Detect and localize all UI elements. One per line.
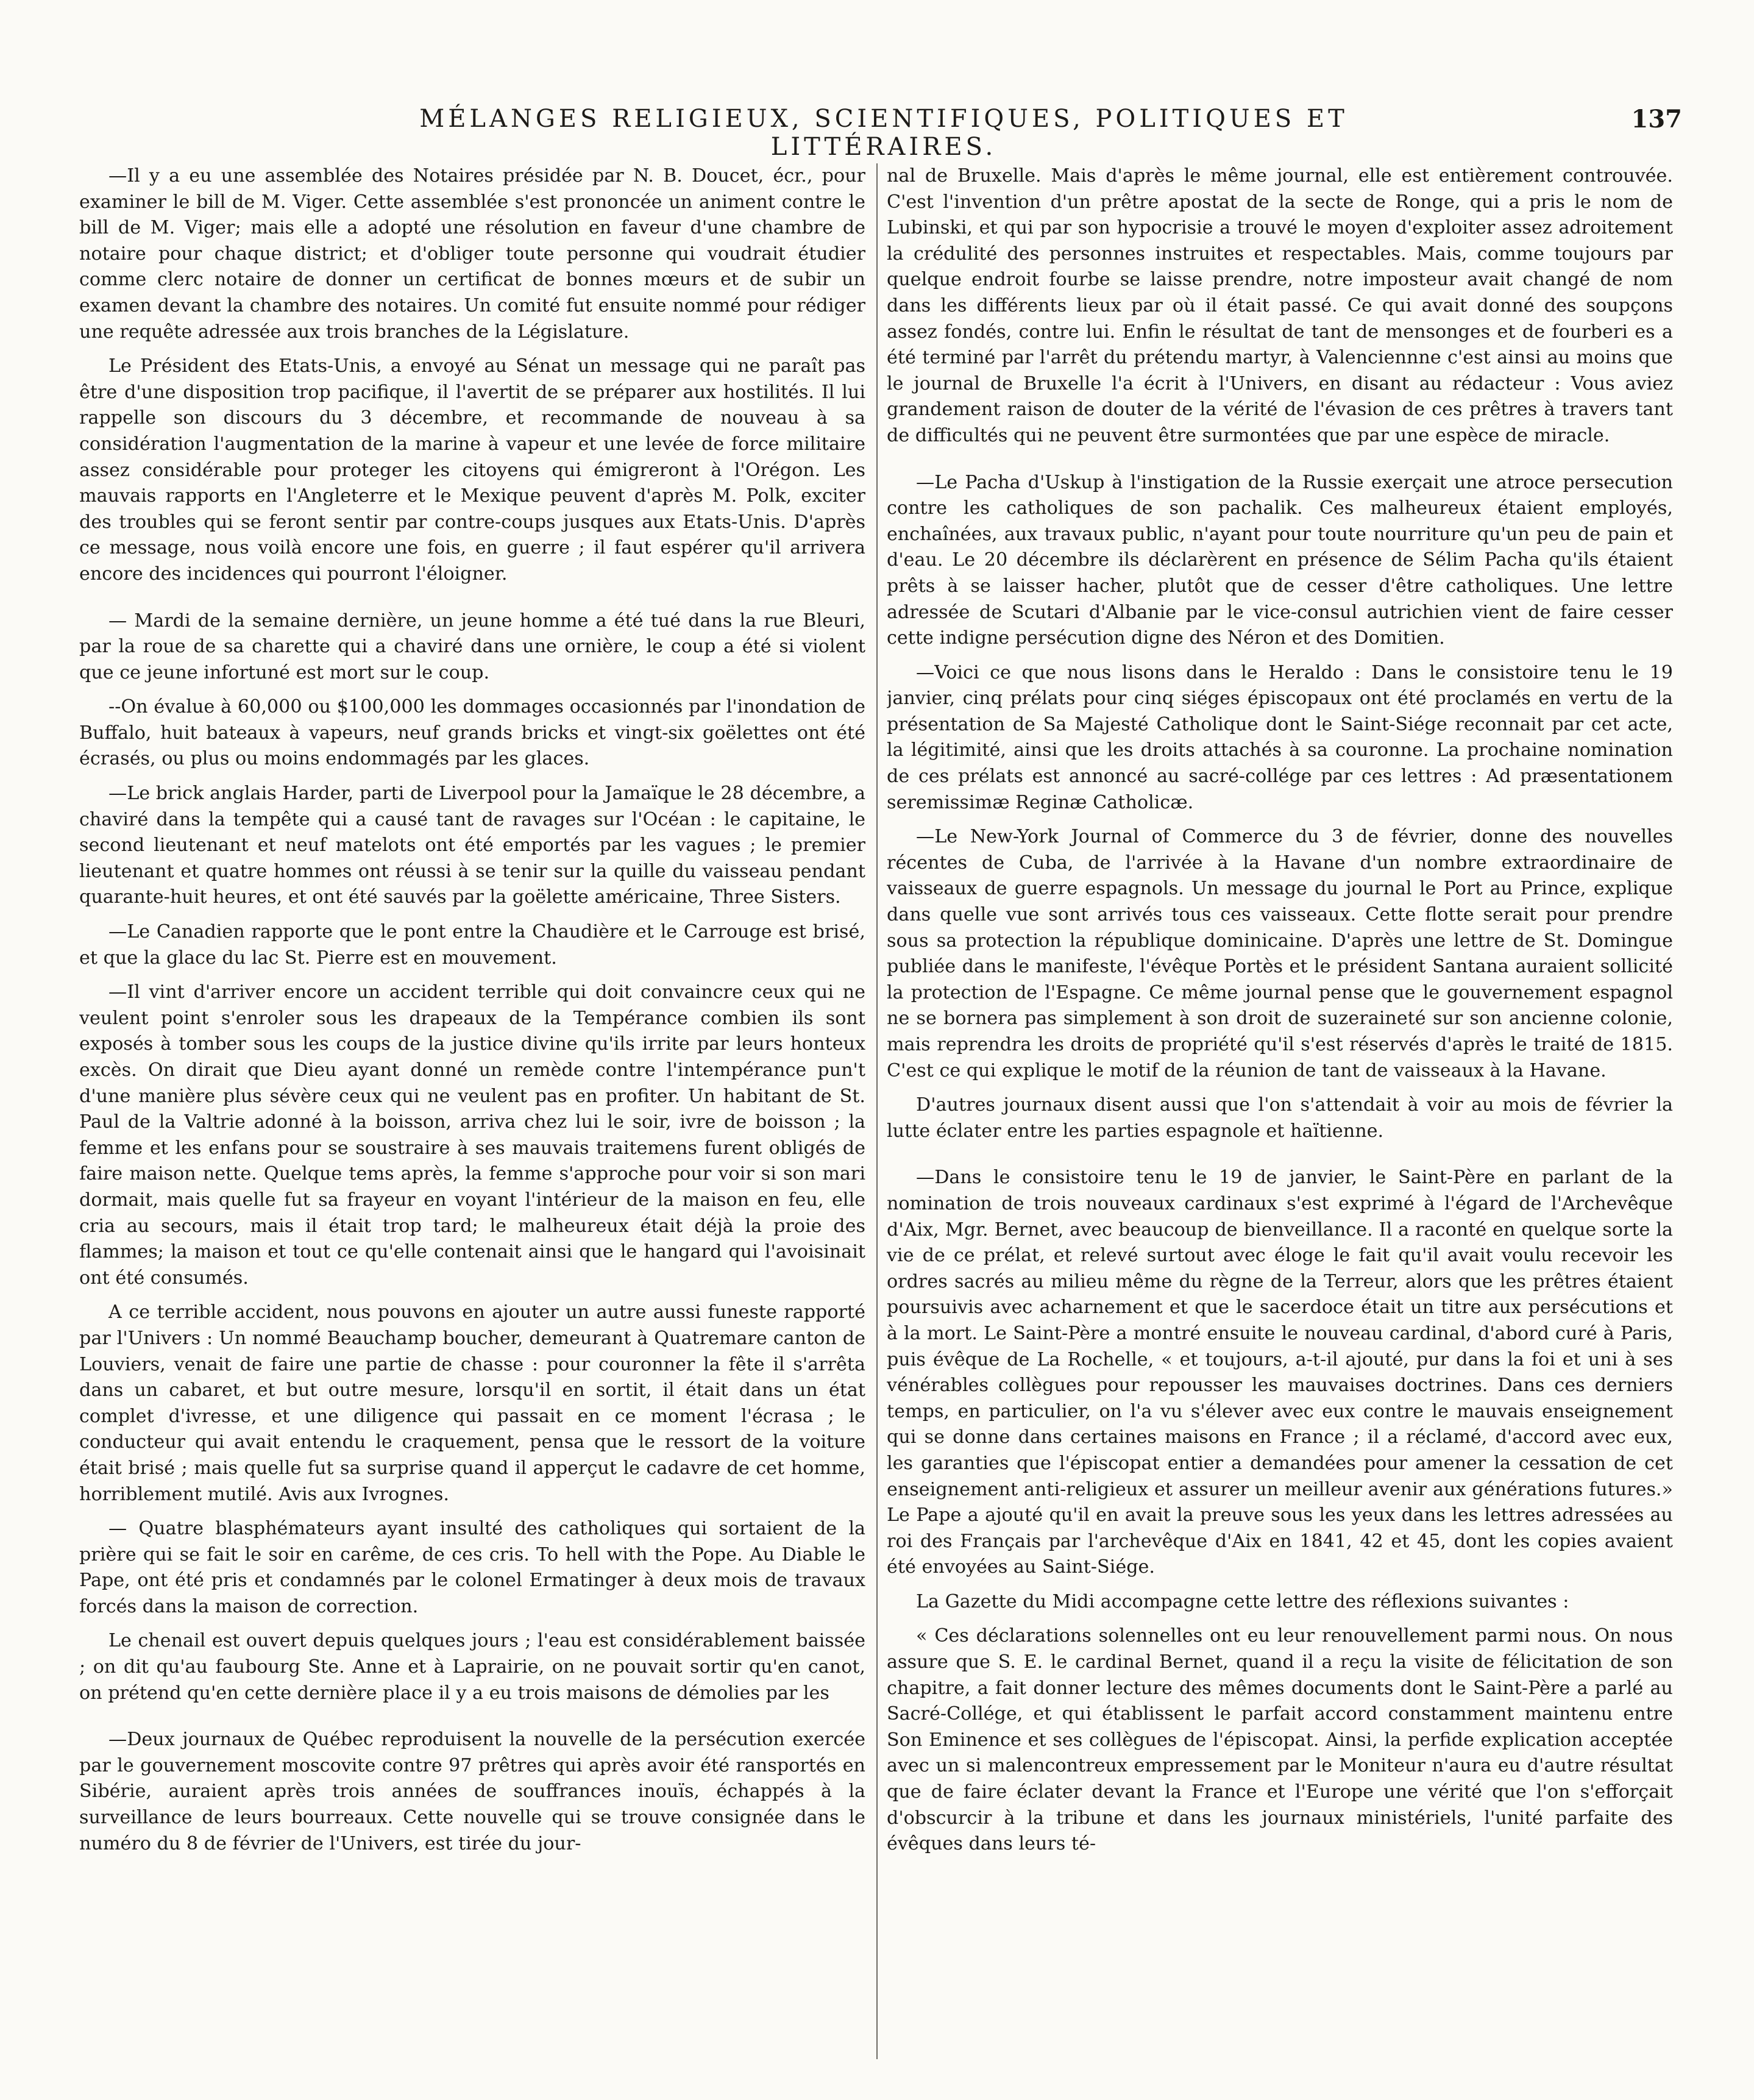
article-rue-bleuri: — Mardi de la semaine dernière, un jeune homme a été tué dans la rue Bleuri, par la roue de sa charette qui a chaviré dans une ornière, le coup a été si violent que ce jeune infortuné est mort sur le coup.: [79, 610, 865, 683]
article-consistoire: —Dans le consistoire tenu le 19 de janvier, le Saint-Père en parlant de la nomination de trois nouveaux cardinaux s'est exprimé à l'égard de l'Archevêque d'Aix, Mgr. Bernet, avec beaucoup de bienveillance. Il a raconté en quelque sorte la vie de ce prélat, et relevé surtout avec éloge le fait qu'il avait voulu recevoir les ordres sacrés au milieu même du règne de la Terreur, alors que les prêtres étaient poursuivis avec acharnement et que le sacerdoce était un titre aux persécutions et à la mort. Le Saint-Père a montré ensuite le nouveau cardinal, d'abord curé à Paris, puis évêque de La Rochelle, « et toujours, a-t-il ajouté, pur dans la foi et uni à ses vénérables collègues pour repousser les mauvaises doctrines. Dans ces derniers temps, en particulier, on l'a vu s'élever avec eux contre le mauvais enseignement qui se donne dans certaines maisons en France ; il a réclamé, d'accord avec eux, les garanties que l'épiscopat entier a demandées pour amener la cessation de cet enseignement anti-religieux et assurer un meilleur avenir aux générations futures.» Le Pape a ajouté qu'il en avait la preuve sous les yeux dans les lettres adressées au roi des Français par l'archevêque d'Aix en 1841, 42 et 45, dont les copies avaient été envoyées au Saint-Siége.: [887, 1167, 1673, 1578]
left-column: [79, 163, 865, 2065]
article-notaires: —Il y a eu une assemblée des Notaires présidée par N. B. Doucet, écr., pour examiner le bill de M. Viger. Cette assemblée s'est prononcée un animent contre le bill de M. Viger; mais elle a adopté une résolution en faveur d'une chambre de notaire pour chaque district; et d'obliger toute personne qui voudrait étudier comme clerc notaire de donner un certificat de bonnes mœurs et de subir un examen devant la chambre des notaires. Un comité fut ensuite nommé pour rédiger une requête adressée aux trois branches de la Législature.: [79, 165, 865, 343]
article-journaux-quebec-continued: nal de Bruxelle. Mais d'après le même journal, elle est entièrement controuvée. C'est l'invention d'un prêtre apostat de la secte de Ronge, qui a pris le nom de Lubinski, et qui par son hypocrisie a trouvé le moyen d'exploiter assez adroitement la crédulité des personnes instruites et respectables. Mais, comme toujours par quelque endroit fourbe se laisse prendre, notre imposteur avait changé de nom dans les différents lieux par où il était passé. Ce qui avait donné des soupçons assez fondés, contre lui. Enfin le résultat de tant de mensonges et de fourberi es a été terminé par l'arrêt du prétendu martyr, à Valenciennne c'est ainsi au moins que le journal de Bruxelle l'a écrit à l'Univers, en disant au rédacteur : Vous aviez grandement raison de douter de la vérité de l'évasion de ces prêtres à travers tant de difficultés qui ne peuvent être surmontées que par une espèce de miracle.: [887, 165, 1673, 446]
article-beauchamp: A ce terrible accident, nous pouvons en ajouter un autre aussi funeste rapporté par l'Univers : Un nommé Beauchamp boucher, demeurant à Quatremare canton de Louviers, venait de faire une partie de chasse : pour couronner la fête il s'arrêta dans un cabaret, et but outre mesure, lorsqu'il en sortit, il était dans un état complet d'ivresse, et une diligence qui passait en ce moment l'écrasa ; le conducteur qui avait entendu le craquement, pensa que le ressort de la voiture était brisé ; mais quelle fut sa surprise quand il apperçut le cadavre de cet homme, horriblement mutilé. Avis aux Ivrognes.: [79, 1301, 865, 1505]
article-inondation-buffalo: --On évalue à 60,000 ou $100,000 les dommages occasionnés par l'inondation de Buffalo, huit bateaux à vapeurs, neuf grands bricks et vingt-six goëlettes ont été écrasés, ou plus ou moins endommagés par les glaces.: [79, 696, 865, 770]
article-blasphemateurs: — Quatre blasphémateurs ayant insulté des catholiques qui sortaient de la prière qui se fait le soir en carême, de ces cris. To hell with the Pope. Au Diable le Pape, ont été pris et condamnés par le colonel Ermatinger à deux mois de travaux forcés dans la maison de correction.: [79, 1518, 865, 1617]
article-heraldo: —Voici ce que nous lisons dans le Heraldo : Dans le consistoire tenu le 19 janvier, cinq prélats pour cinq siéges épiscopaux ont été proclamés en vertu de la présentation de Sa Majesté Catholique dont le Saint-Siége reconnait par cet acte, la légitimité, ainsi que les droits attachés à sa couronne. La prochaine nomination de ces prélats est annoncé au sacré-collége par ces lettres : Ad præsentationem seremissimæ Reginæ Catholicæ.: [887, 661, 1673, 813]
running-title: MÉLANGES RELIGIEUX, SCIENTIFIQUES, POLITIQUES ET LITTÉRAIRES.: [419, 105, 1348, 161]
article-president-etats-unis: Le Président des Etats-Unis, a envoyé au Sénat un message qui ne paraît pas être d'une disposition trop pacifique, il l'avertit de se préparer aux hostilités. Il lui rappelle son discours du 3 décembre, et recommande de nouveau à sa considération l'augmentation de la marine à vapeur et une levée de force militaire assez considérable pour proteger les citoyens qui émigreront à l'Orégon. Les mauvais rapports en l'Angleterre et le Mexique peuvent d'après M. Polk, exciter des troubles qui se feront sentir par contre-coups jusques aux Etats-Unis. D'après ce message, nous voilà encore une fois, en guerre ; il faut espérer qu'il arrivera encore des incidences qui pourront l'éloigner.: [79, 355, 865, 585]
page-header: [0, 105, 1754, 161]
article-accident-valtrie: —Il vint d'arriver encore un accident terrible qui doit convaincre ceux qui ne veulent point s'enroler sous les drapeaux de la Tempérance combien ils sont exposés à tomber sous les coups de la justice divine qu'ils irrite par leurs honteux excès. On dirait que Dieu ayant donné un remède contre l'intempérance pun't d'une manière plus sévère ceux qui ne veulent pas en profiter. Un habitant de St. Paul de la Valtrie adonné à la boisson, arriva chez lui le soir, ivre de boisson ; la femme et les enfans pour se soustraire à ses mauvais traitemens furent obligés de faire maison nette. Quelque tems après, la femme s'approche pour voir si son mari dormait, mais quelle fut sa frayeur en voyant l'intérieur de la maison en feu, elle cria au secours, mais il était trop tard; le malheureux était déjà la proie des flammes; la maison et tout ce qu'elle contenait ainsi que le hangard qui l'avoisinait ont été consumés.: [79, 981, 865, 1289]
article-new-york-journal: —Le New-York Journal of Commerce du 3 de février, donne des nouvelles récentes de Cuba, de l'arrivée à la Havane d'un nombre extraordinaire de vaisseaux de guerre espagnols. Un message du journal le Port au Prince, explique dans quelle vue sont arrivés tous ces vaisseaux. Cette flotte serait pour prendre sous sa protection la république dominicaine. D'après une lettre de St. Domingue publiée dans le manifeste, l'évêque Portès et le président Santana auraient sollicité la protection de l'Espagne. Ce même journal pense que le gouvernement espagnol ne se bornera pas simplement à son droit de suzeraineté sur son ancienne colonie, mais reprendra les droits de propriété qu'il s'est réservés d'après le traité de 1815. C'est ce qui explique le motif de la réunion de tant de vaisseaux à la Havane.: [887, 826, 1673, 1081]
right-column: [887, 163, 1673, 2065]
article-pacha-uskup: —Le Pacha d'Uskup à l'instigation de la Russie exerçait une atroce persecution contre les catholiques de son pachalik. Ces malheureux étaient employés, enchaînées, aux travaux public, n'ayant pour toute nourriture qu'un peu de pain et d'eau. Le 20 décembre ils déclarèrent en présence de Sélim Pacha qu'ils étaient prêts à se laisser hacher, plutôt que de cesser d'être catholiques. Une lettre adressée de Scutari d'Albanie par le vice-consul autrichien vient de faire cesser cette indigne persécution digne des Néron et des Domitien.: [887, 471, 1673, 649]
article-chenail: Le chenail est ouvert depuis quelques jours ; l'eau est considérablement baissée ; on dit qu'au faubourg Ste. Anne et à Laprairie, on ne pouvait sortir qu'en canot, on prétend qu'en cette dernière place il y a eu trois maisons de démolies par les: [79, 1630, 865, 1704]
column-divider: [876, 163, 878, 2059]
article-brick-harder: —Le brick anglais Harder, parti de Liverpool pour la Jamaïque le 28 décembre, a chaviré dans la tempête qui a causé tant de ravages sur l'Océan : le capitaine, le second lieutenant et neuf matelots ont été emportés par les vagues ; le premier lieutenant et quatre hommes ont réussi à se tenir sur la quille du vaisseau pendant quarante-huit heures, et ont été sauvés par la goëlette américaine, Three Sisters.: [79, 783, 865, 908]
article-autres-journaux: D'autres journaux disent aussi que l'on s'attendait à voir au mois de février la lutte éclater entre les parties espagnole et haïtienne.: [887, 1094, 1673, 1142]
article-gazette-du-midi: La Gazette du Midi accompagne cette lettre des réflexions suivantes :: [916, 1590, 1569, 1612]
article-declarations: « Ces déclarations solennelles ont eu leur renouvellement parmi nous. On nous assure que S. E. le cardinal Bernet, quand il a reçu la visite de félicitation de son chapitre, a fait donner lecture des mêmes documents dont le Saint-Père a parlé au Sacré-Collége, et qui établissent le parfait accord constamment maintenu entre Son Eminence et ses collègues de l'épiscopat. Ainsi, la perfide explication acceptée avec un si malencontreux empressement par le Moniteur n'aura eu d'autre résultat que de faire éclater devant la France et l'Europe une vérité que l'on s'efforçait d'obscurcir à la tribune et dans les journaux ministériels, l'unité parfaite des évêques dans leurs té-: [887, 1625, 1673, 1855]
article-journaux-quebec: —Deux journaux de Québec reproduisent la nouvelle de la persécution exercée par le gouvernement moscovite contre 97 prêtres qui après avoir été ransportés en Sibérie, auraient après trois années de souffrances inouïs, échappés à la surveillance de leurs bourreaux. Cette nouvelle qui se trouve consignée dans le numéro du 8 de février de l'Univers, est tirée du jour-: [79, 1729, 865, 1854]
page-number: 137: [1631, 105, 1682, 133]
article-canadien-pont: —Le Canadien rapporte que le pont entre la Chaudière et le Carrouge est brisé, et que la glace du lac St. Pierre est en mouvement.: [79, 921, 865, 969]
